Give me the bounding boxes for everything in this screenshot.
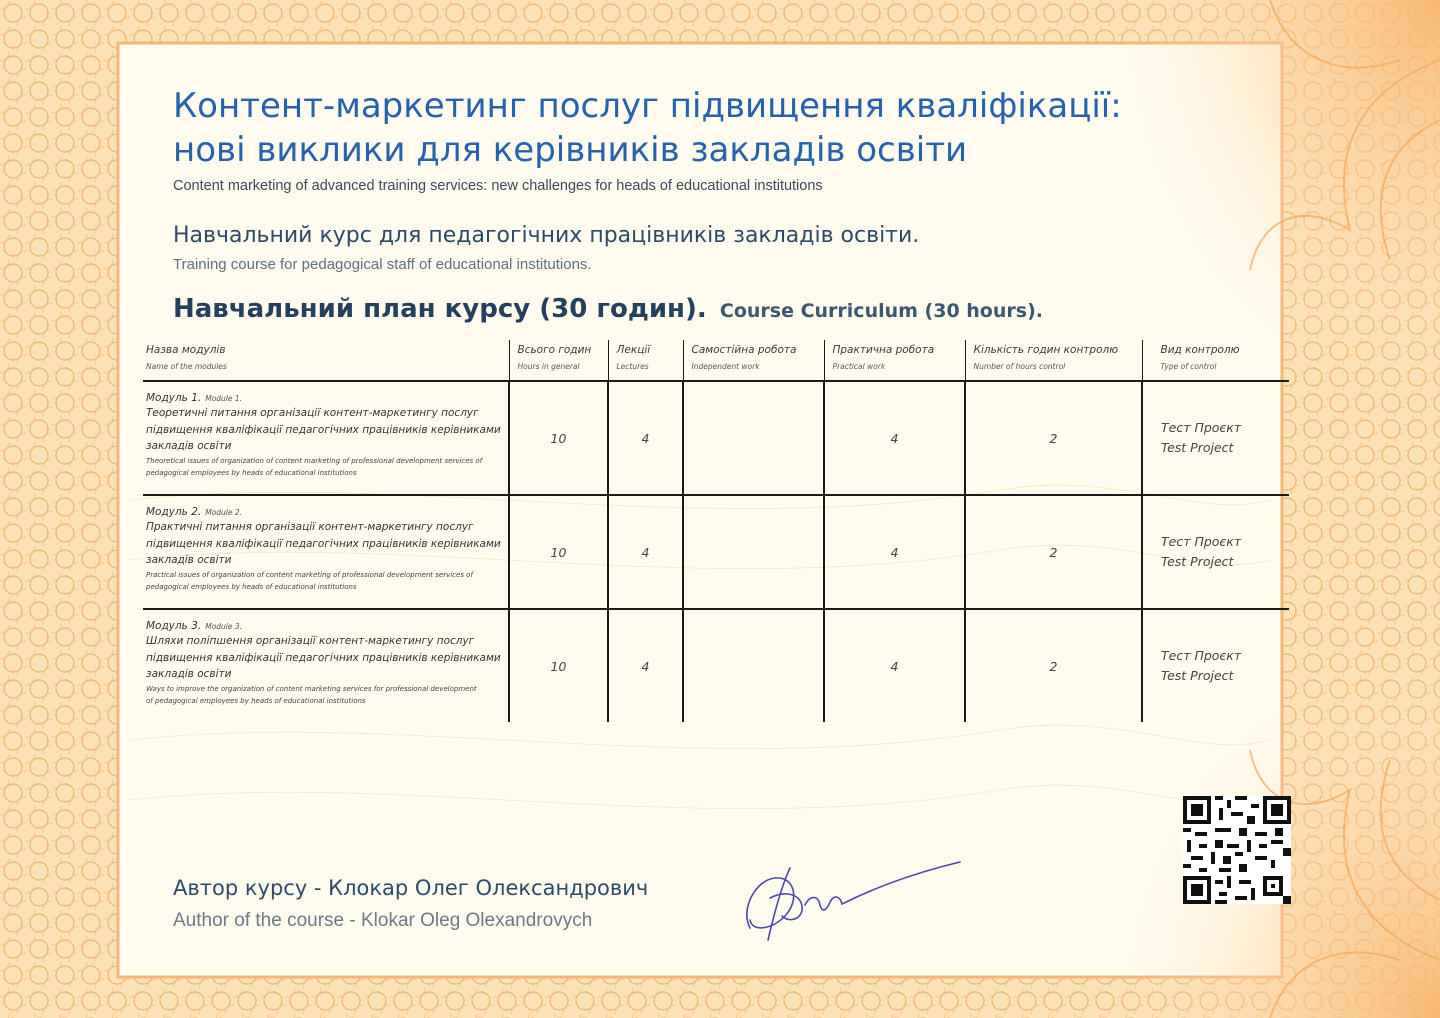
total-hours-cell: 10 <box>509 609 608 722</box>
total-hours-cell: 10 <box>509 495 608 609</box>
practical-work-cell: 4 <box>824 495 965 609</box>
table-row <box>143 609 1289 722</box>
control-hours-cell: 2 <box>965 495 1142 609</box>
practical-work-cell: 4 <box>824 609 965 722</box>
course-title <box>173 84 1253 172</box>
practical-work-cell: 4 <box>824 381 965 495</box>
course-title-line-2: нові виклики для керівників закладів освіти <box>173 130 968 170</box>
control-hours-cell: 2 <box>965 609 1142 722</box>
table-row <box>143 381 1289 495</box>
control-type-cell: Тест Проєкт Test Project <box>1142 381 1289 495</box>
header-control-hours: Кількість годин контролю Number of hours control <box>965 340 1142 381</box>
curriculum-heading <box>173 294 1043 324</box>
course-audience-english: Training course for pedagogical staff of educational institutions. <box>173 256 592 273</box>
independent-work-cell <box>683 381 824 495</box>
curriculum-heading-ua: Навчальний план курсу (30 годин). <box>173 294 707 324</box>
course-title-english: Content marketing of advanced training services: new challenges for heads of educational institutions <box>173 178 823 194</box>
course-audience: Навчальний курс для педагогічних працівників закладів освіти. <box>173 223 920 248</box>
control-type-cell: Тест Проєкт Test Project <box>1142 609 1289 722</box>
qr-code <box>1183 796 1291 904</box>
table-header-row <box>143 340 1289 381</box>
course-title-line-1: Контент-маркетинг послуг підвищення кваліфікації: <box>173 86 1122 126</box>
course-author: Автор курсу - Клокар Олег Олександрович <box>173 876 649 900</box>
control-type-cell: Тест Проєкт Test Project <box>1142 495 1289 609</box>
independent-work-cell <box>683 495 824 609</box>
lectures-cell: 4 <box>608 609 683 722</box>
header-module-name: Назва модулів Name of the modules <box>143 340 509 381</box>
header-total-hours: Всього годин Hours in general <box>509 340 608 381</box>
lectures-cell: 4 <box>608 381 683 495</box>
course-author-english: Author of the course - Klokar Oleg Olexandrovych <box>173 910 593 931</box>
control-hours-cell: 2 <box>965 381 1142 495</box>
module-name-cell: Модуль 3. Module 3. Шляхи поліпшення організації контент-маркетингу послуг підвищення кваліфікації педагогічних працівників керівниками закладів освіти Ways to improve the organization of content marketing services for professional development of pedagogical employees by heads of educational institutions <box>146 620 501 705</box>
lectures-cell: 4 <box>608 495 683 609</box>
table-row <box>143 495 1289 609</box>
module-name-cell: Модуль 2. Module 2. Практичні питання організації контент-маркетингу послуг підвищення кваліфікації педагогічних працівників керівниками закладів освіти Practical issues of organization of content marketing of professional development services of pedagogical employees by heads of educational institutions <box>143 495 509 609</box>
header-lectures: Лекції Lectures <box>608 340 683 381</box>
curriculum-table <box>143 340 1289 722</box>
independent-work-cell <box>683 609 824 722</box>
header-practical-work: Практична робота Practical work <box>824 340 965 381</box>
header-control-type: Вид контролю Type of control <box>1142 340 1289 381</box>
author-signature <box>730 850 970 950</box>
total-hours-cell: 10 <box>509 381 608 495</box>
curriculum-heading-en: Course Curriculum (30 hours). <box>719 300 1043 322</box>
module-name-cell: Модуль 1. Module 1. Теоретичні питання організації контент-маркетингу послуг підвищення кваліфікації педагогічних працівників керівниками закладів освіти Theoretical issues of organization of content marketing of professional development services of pedagogical employees by heads of educational institutions <box>143 381 509 495</box>
header-independent-work: Самостійна робота Independent work <box>683 340 824 381</box>
